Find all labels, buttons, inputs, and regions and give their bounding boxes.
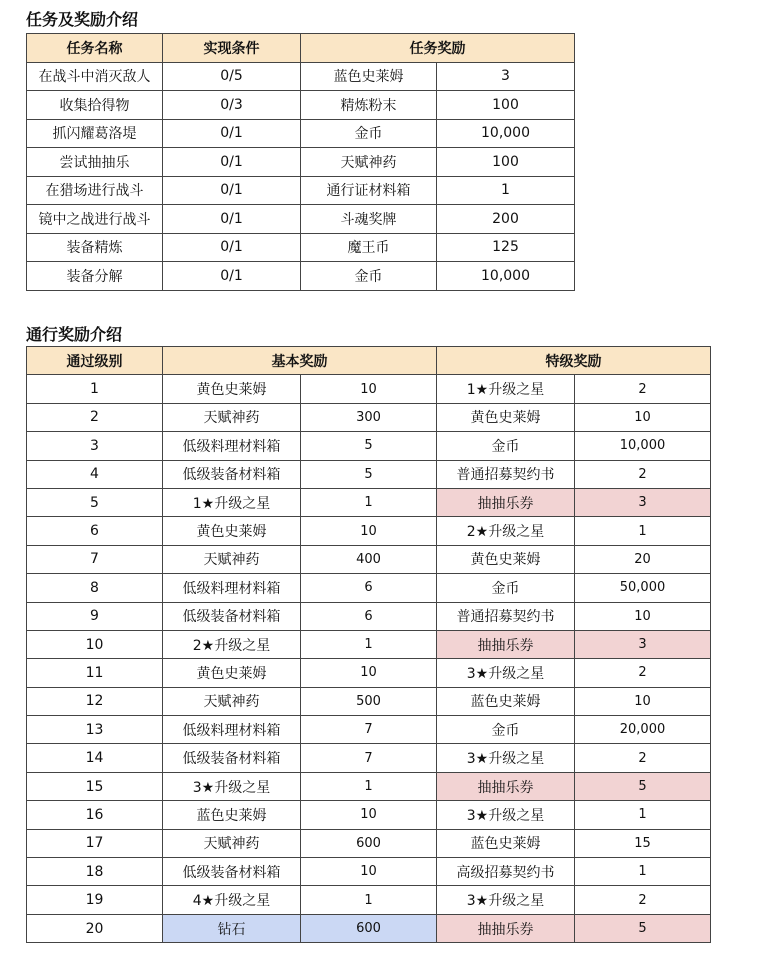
task-reward-item-cell: 金币: [301, 119, 437, 148]
pass-row: [27, 630, 711, 658]
pass-level-cell: 13: [27, 716, 163, 744]
pass-row: [27, 829, 711, 857]
basic-reward-item-cell: 低级装备材料箱: [163, 602, 301, 630]
basic-reward-qty-cell: 1: [301, 488, 437, 516]
basic-reward-qty-cell: 10: [301, 858, 437, 886]
special-reward-qty-cell: 2: [575, 744, 711, 772]
task-row: [27, 233, 575, 262]
basic-reward-qty-cell: 500: [301, 687, 437, 715]
special-reward-qty-cell: 5: [575, 914, 711, 942]
pass-row: [27, 574, 711, 602]
pass-row: [27, 744, 711, 772]
task-reward-table: [26, 33, 575, 291]
basic-reward-item-cell: 3★升级之星: [163, 772, 301, 800]
special-reward-qty-cell: 2: [575, 375, 711, 403]
header-basic-reward: 基本奖励: [163, 347, 437, 375]
special-reward-qty-cell: 20,000: [575, 716, 711, 744]
special-reward-qty-cell: 15: [575, 829, 711, 857]
special-reward-item-cell: 黄色史莱姆: [437, 403, 575, 431]
basic-reward-item-cell: 天赋神药: [163, 403, 301, 431]
task-name-cell: 抓闪耀葛洛堤: [27, 119, 163, 148]
task-reward-qty-cell: 100: [437, 148, 575, 177]
special-reward-item-cell: 3★升级之星: [437, 801, 575, 829]
basic-reward-item-cell: 黄色史莱姆: [163, 375, 301, 403]
basic-reward-qty-cell: 10: [301, 517, 437, 545]
task-name-cell: 装备精炼: [27, 233, 163, 262]
pass-level-cell: 5: [27, 488, 163, 516]
header-pass-level: 通过级别: [27, 347, 163, 375]
basic-reward-item-cell: 4★升级之星: [163, 886, 301, 914]
special-reward-qty-cell: 10,000: [575, 432, 711, 460]
basic-reward-qty-cell: 7: [301, 716, 437, 744]
task-row: [27, 148, 575, 177]
pass-row: [27, 375, 711, 403]
task-reward-item-cell: 天赋神药: [301, 148, 437, 177]
pass-row: [27, 687, 711, 715]
basic-reward-item-cell: 天赋神药: [163, 687, 301, 715]
basic-reward-item-cell: 2★升级之星: [163, 630, 301, 658]
header-condition: 实现条件: [163, 34, 301, 63]
pass-reward-table: [26, 346, 711, 943]
special-reward-item-cell: 3★升级之星: [437, 744, 575, 772]
special-reward-qty-cell: 20: [575, 545, 711, 573]
task-reward-qty-cell: 10,000: [437, 262, 575, 291]
special-reward-item-cell: 抽抽乐券: [437, 488, 575, 516]
task-reward-item-cell: 金币: [301, 262, 437, 291]
task-reward-qty-cell: 1: [437, 176, 575, 205]
special-reward-item-cell: 高级招募契约书: [437, 858, 575, 886]
task-reward-item-cell: 斗魂奖牌: [301, 205, 437, 234]
basic-reward-item-cell: 黄色史莱姆: [163, 517, 301, 545]
pass-level-cell: 10: [27, 630, 163, 658]
pass-level-cell: 2: [27, 403, 163, 431]
basic-reward-qty-cell: 10: [301, 659, 437, 687]
task-row: [27, 62, 575, 91]
task-reward-qty-cell: 10,000: [437, 119, 575, 148]
pass-row: [27, 488, 711, 516]
special-reward-qty-cell: 1: [575, 858, 711, 886]
task-reward-item-cell: 蓝色史莱姆: [301, 62, 437, 91]
task-name-cell: 装备分解: [27, 262, 163, 291]
pass-level-cell: 20: [27, 914, 163, 942]
pass-level-cell: 7: [27, 545, 163, 573]
special-reward-qty-cell: 5: [575, 772, 711, 800]
basic-reward-qty-cell: 300: [301, 403, 437, 431]
basic-reward-item-cell: 天赋神药: [163, 545, 301, 573]
basic-reward-qty-cell: 5: [301, 432, 437, 460]
task-reward-qty-cell: 200: [437, 205, 575, 234]
pass-level-cell: 19: [27, 886, 163, 914]
task-section-title: 任务及奖励介绍: [26, 10, 139, 29]
pass-level-cell: 1: [27, 375, 163, 403]
basic-reward-item-cell: 低级料理材料箱: [163, 574, 301, 602]
task-condition-cell: 0/5: [163, 62, 301, 91]
task-condition-cell: 0/1: [163, 119, 301, 148]
special-reward-qty-cell: 50,000: [575, 574, 711, 602]
pass-row: [27, 659, 711, 687]
pass-row: [27, 545, 711, 573]
task-reward-qty-cell: 125: [437, 233, 575, 262]
special-reward-item-cell: 1★升级之星: [437, 375, 575, 403]
special-reward-qty-cell: 10: [575, 602, 711, 630]
special-reward-qty-cell: 2: [575, 886, 711, 914]
task-row: [27, 205, 575, 234]
special-reward-qty-cell: 3: [575, 630, 711, 658]
basic-reward-qty-cell: 1: [301, 772, 437, 800]
basic-reward-item-cell: 蓝色史莱姆: [163, 801, 301, 829]
basic-reward-qty-cell: 600: [301, 829, 437, 857]
task-reward-item-cell: 通行证材料箱: [301, 176, 437, 205]
pass-row: [27, 517, 711, 545]
task-name-cell: 尝试抽抽乐: [27, 148, 163, 177]
basic-reward-item-cell: 低级料理材料箱: [163, 432, 301, 460]
task-row: [27, 119, 575, 148]
special-reward-item-cell: 蓝色史莱姆: [437, 829, 575, 857]
pass-row: [27, 602, 711, 630]
task-reward-qty-cell: 3: [437, 62, 575, 91]
task-row: [27, 91, 575, 120]
task-reward-item-cell: 精炼粉末: [301, 91, 437, 120]
header-special-reward: 特级奖励: [437, 347, 711, 375]
pass-header-row: [27, 347, 711, 375]
pass-section-title: 通行奖励介绍: [26, 325, 123, 344]
basic-reward-qty-cell: 6: [301, 602, 437, 630]
basic-reward-qty-cell: 400: [301, 545, 437, 573]
pass-level-cell: 9: [27, 602, 163, 630]
pass-row: [27, 801, 711, 829]
basic-reward-item-cell: 低级料理材料箱: [163, 716, 301, 744]
special-reward-qty-cell: 10: [575, 687, 711, 715]
task-condition-cell: 0/1: [163, 176, 301, 205]
special-reward-item-cell: 金币: [437, 574, 575, 602]
pass-level-cell: 16: [27, 801, 163, 829]
special-reward-item-cell: 抽抽乐券: [437, 630, 575, 658]
pass-row: [27, 886, 711, 914]
pass-level-cell: 18: [27, 858, 163, 886]
basic-reward-item-cell: 黄色史莱姆: [163, 659, 301, 687]
task-name-cell: 镜中之战进行战斗: [27, 205, 163, 234]
special-reward-qty-cell: 1: [575, 801, 711, 829]
special-reward-item-cell: 3★升级之星: [437, 886, 575, 914]
pass-level-cell: 6: [27, 517, 163, 545]
basic-reward-qty-cell: 600: [301, 914, 437, 942]
basic-reward-item-cell: 低级装备材料箱: [163, 460, 301, 488]
basic-reward-qty-cell: 10: [301, 801, 437, 829]
special-reward-qty-cell: 2: [575, 659, 711, 687]
task-condition-cell: 0/1: [163, 262, 301, 291]
basic-reward-qty-cell: 1: [301, 886, 437, 914]
task-reward-qty-cell: 100: [437, 91, 575, 120]
special-reward-item-cell: 金币: [437, 716, 575, 744]
task-name-cell: 在战斗中消灭敌人: [27, 62, 163, 91]
special-reward-qty-cell: 3: [575, 488, 711, 516]
special-reward-item-cell: 3★升级之星: [437, 659, 575, 687]
pass-row: [27, 460, 711, 488]
special-reward-item-cell: 普通招募契约书: [437, 460, 575, 488]
special-reward-item-cell: 抽抽乐券: [437, 914, 575, 942]
pass-row: [27, 772, 711, 800]
special-reward-qty-cell: 1: [575, 517, 711, 545]
basic-reward-qty-cell: 1: [301, 630, 437, 658]
task-row: [27, 262, 575, 291]
header-task-reward: 任务奖励: [301, 34, 575, 63]
pass-row: [27, 432, 711, 460]
special-reward-item-cell: 蓝色史莱姆: [437, 687, 575, 715]
task-condition-cell: 0/1: [163, 233, 301, 262]
basic-reward-qty-cell: 10: [301, 375, 437, 403]
task-name-cell: 收集拾得物: [27, 91, 163, 120]
pass-row: [27, 858, 711, 886]
pass-level-cell: 11: [27, 659, 163, 687]
pass-level-cell: 8: [27, 574, 163, 602]
pass-row: [27, 403, 711, 431]
basic-reward-item-cell: 天赋神药: [163, 829, 301, 857]
basic-reward-item-cell: 低级装备材料箱: [163, 858, 301, 886]
task-header-row: [27, 34, 575, 63]
pass-row: [27, 914, 711, 942]
task-condition-cell: 0/1: [163, 205, 301, 234]
special-reward-item-cell: 金币: [437, 432, 575, 460]
task-reward-item-cell: 魔王币: [301, 233, 437, 262]
pass-level-cell: 14: [27, 744, 163, 772]
special-reward-qty-cell: 2: [575, 460, 711, 488]
pass-level-cell: 4: [27, 460, 163, 488]
pass-level-cell: 3: [27, 432, 163, 460]
task-name-cell: 在猎场进行战斗: [27, 176, 163, 205]
header-task-name: 任务名称: [27, 34, 163, 63]
pass-level-cell: 17: [27, 829, 163, 857]
special-reward-qty-cell: 10: [575, 403, 711, 431]
task-condition-cell: 0/3: [163, 91, 301, 120]
basic-reward-qty-cell: 5: [301, 460, 437, 488]
basic-reward-item-cell: 低级装备材料箱: [163, 744, 301, 772]
special-reward-item-cell: 2★升级之星: [437, 517, 575, 545]
basic-reward-qty-cell: 7: [301, 744, 437, 772]
special-reward-item-cell: 黄色史莱姆: [437, 545, 575, 573]
task-condition-cell: 0/1: [163, 148, 301, 177]
basic-reward-item-cell: 1★升级之星: [163, 488, 301, 516]
basic-reward-qty-cell: 6: [301, 574, 437, 602]
special-reward-item-cell: 抽抽乐券: [437, 772, 575, 800]
pass-row: [27, 716, 711, 744]
task-row: [27, 176, 575, 205]
basic-reward-item-cell: 钻石: [163, 914, 301, 942]
special-reward-item-cell: 普通招募契约书: [437, 602, 575, 630]
pass-level-cell: 15: [27, 772, 163, 800]
pass-level-cell: 12: [27, 687, 163, 715]
